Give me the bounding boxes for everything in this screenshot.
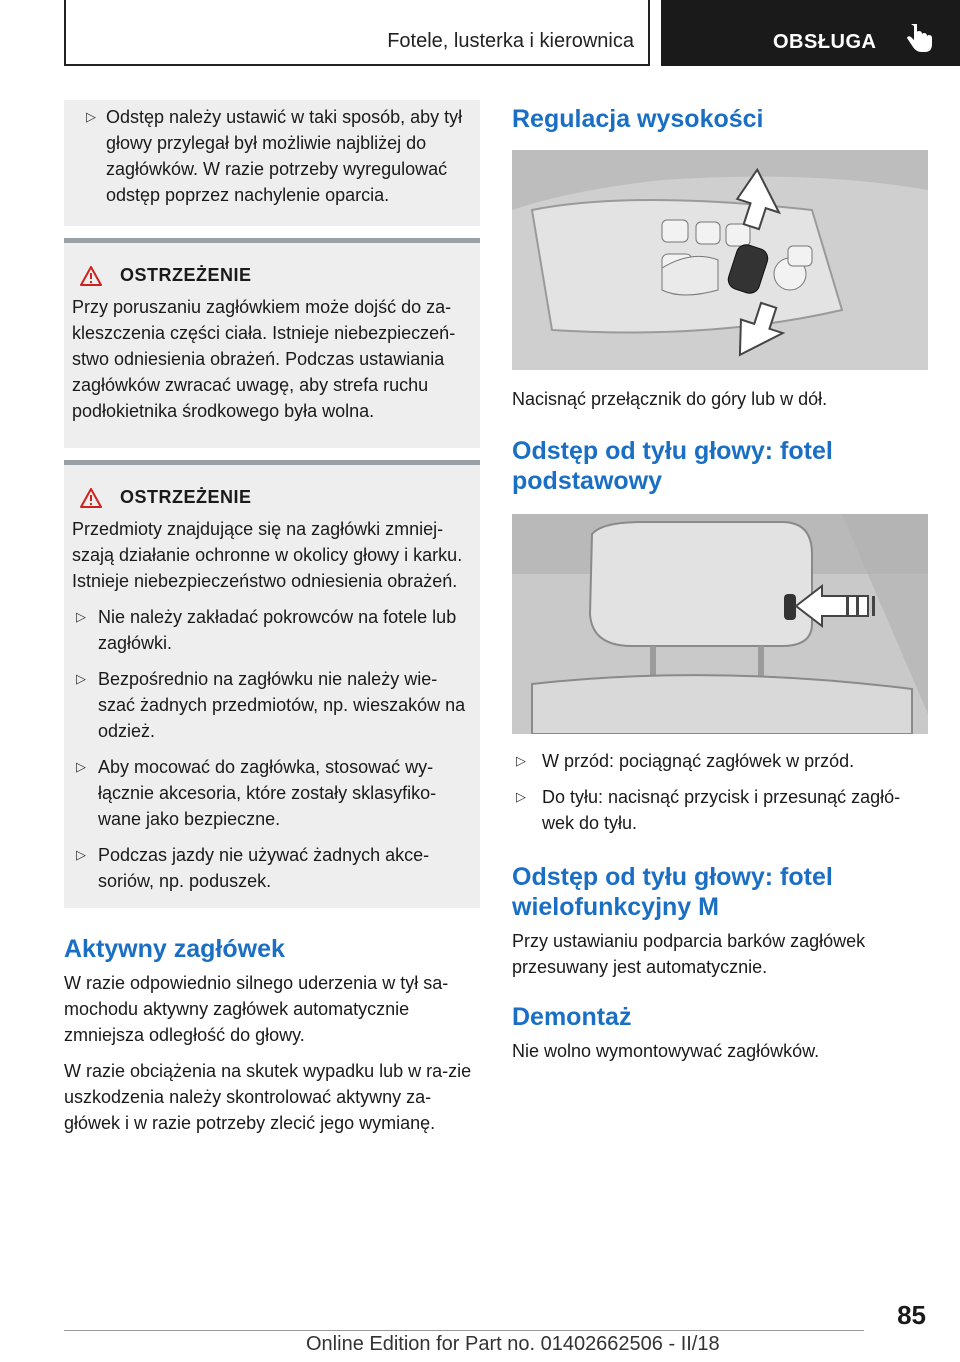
triangle-bullet-icon: ▷ bbox=[76, 759, 86, 774]
warning-list bbox=[72, 604, 466, 894]
header-tab-label: OBSŁUGA bbox=[773, 31, 877, 53]
triangle-bullet-icon: ▷ bbox=[76, 847, 86, 862]
paragraph: W razie obciążenia na skutek wypadku lub w ra-zie uszkodzenia należy skontrolować aktywny za-główek i w razie potrzeby zlecić jego wymianę. bbox=[64, 1061, 472, 1133]
list-item: ▷ Odstęp należy ustawić w taki sposób, aby tył głowy przylegał był możliwie najbliżej do zagłówków. W razie potrzeby wyregulować odstęp poprzez nachylenie oparcia. bbox=[72, 104, 466, 208]
triangle-bullet-icon: ▷ bbox=[76, 609, 86, 624]
list-item: ▷ Do tyłu: nacisnąć przycisk i przesunąć zagłó-wek do tyłu. bbox=[512, 784, 928, 836]
distance-basic-list bbox=[512, 748, 928, 836]
triangle-bullet-icon: ▷ bbox=[86, 109, 96, 124]
list-item: ▷ W przód: pociągnąć zagłówek w przód. bbox=[512, 748, 928, 774]
list-item: ▷ Aby mocować do zagłówka, stosować wy-łącznie akcesoria, które zostały sklasyfiko-wane jako bezpieczne. bbox=[72, 754, 466, 832]
header-tab[interactable] bbox=[661, 0, 960, 66]
triangle-bullet-icon: ▷ bbox=[516, 753, 526, 768]
headrest-photo bbox=[512, 514, 928, 734]
paragraph: Przy ustawianiu podparcia barków zagłówek przesuwany jest automatycznie. bbox=[512, 931, 866, 977]
section-heading-active: Aktywny zagłówek bbox=[64, 935, 285, 963]
warning-header bbox=[72, 265, 466, 286]
warning-title: OSTRZEŻENIE bbox=[120, 265, 252, 285]
warning-text: Przy poruszaniu zagłówkiem może dojść do za-kleszczenia części ciała. Istnieje niebezpieczeń-stwo odniesienia obrażeń. Podczas ustawiania zagłówków zwracać uwagę, aby strefa ruchu podłokietnika środkowego była wolna. bbox=[72, 297, 456, 421]
warning-title: OSTRZEŻENIE bbox=[120, 487, 252, 507]
height-caption: Nacisnąć przełącznik do góry lub w dół. bbox=[512, 389, 828, 409]
warning-triangle-icon bbox=[80, 488, 102, 508]
page-number: 85 bbox=[897, 1300, 926, 1330]
right-column bbox=[512, 100, 928, 1074]
header-section-box bbox=[64, 0, 650, 66]
footer-divider bbox=[64, 1330, 864, 1331]
warning-box-1 bbox=[64, 238, 480, 448]
pointing-hand-icon bbox=[905, 24, 933, 54]
seat-switch-photo bbox=[512, 150, 928, 370]
paragraph: W razie odpowiednio silnego uderzenia w tył sa-mochodu aktywny zagłówek automatycznie zmniejsza odległość do głowy. bbox=[64, 973, 449, 1045]
section-heading-removal: Demontaż bbox=[512, 1003, 632, 1031]
warning-box-2 bbox=[64, 460, 480, 908]
warning-text: Przedmioty znajdujące się na zagłówki zmniej-szają działanie ochronne w okolicy głowy i karku. Istnieje niebezpieczeństwo odniesienia obrażeń. bbox=[72, 519, 463, 591]
footer-edition: Online Edition for Part no. 01402662506 - II/18 bbox=[306, 1333, 720, 1355]
warning-header bbox=[72, 487, 466, 508]
section-heading-distance-basic: Odstęp od tyłu głowy: fotel podstawowy bbox=[512, 437, 833, 495]
list-item: ▷ Nie należy zakładać pokrowców na fotele lub zagłówki. bbox=[72, 604, 466, 656]
header-section-title: Fotele, lusterka i kierownica bbox=[387, 30, 634, 52]
intro-box bbox=[64, 100, 480, 226]
section-heading-distance-multi: Odstęp od tyłu głowy: fotel wielofunkcyjny M bbox=[512, 863, 833, 921]
triangle-bullet-icon: ▷ bbox=[516, 789, 526, 804]
section-heading-height: Regulacja wysokości bbox=[512, 105, 764, 133]
left-column bbox=[64, 100, 480, 1146]
paragraph: Nie wolno wymontowywać zagłówków. bbox=[512, 1041, 820, 1061]
triangle-bullet-icon: ▷ bbox=[76, 671, 86, 686]
warning-triangle-icon bbox=[80, 266, 102, 286]
list-item: ▷ Bezpośrednio na zagłówku nie należy wie-szać żadnych przedmiotów, np. wieszaków na odzież. bbox=[72, 666, 466, 744]
list-item: ▷ Podczas jazdy nie używać żadnych akce-soriów, np. poduszek. bbox=[72, 842, 466, 894]
